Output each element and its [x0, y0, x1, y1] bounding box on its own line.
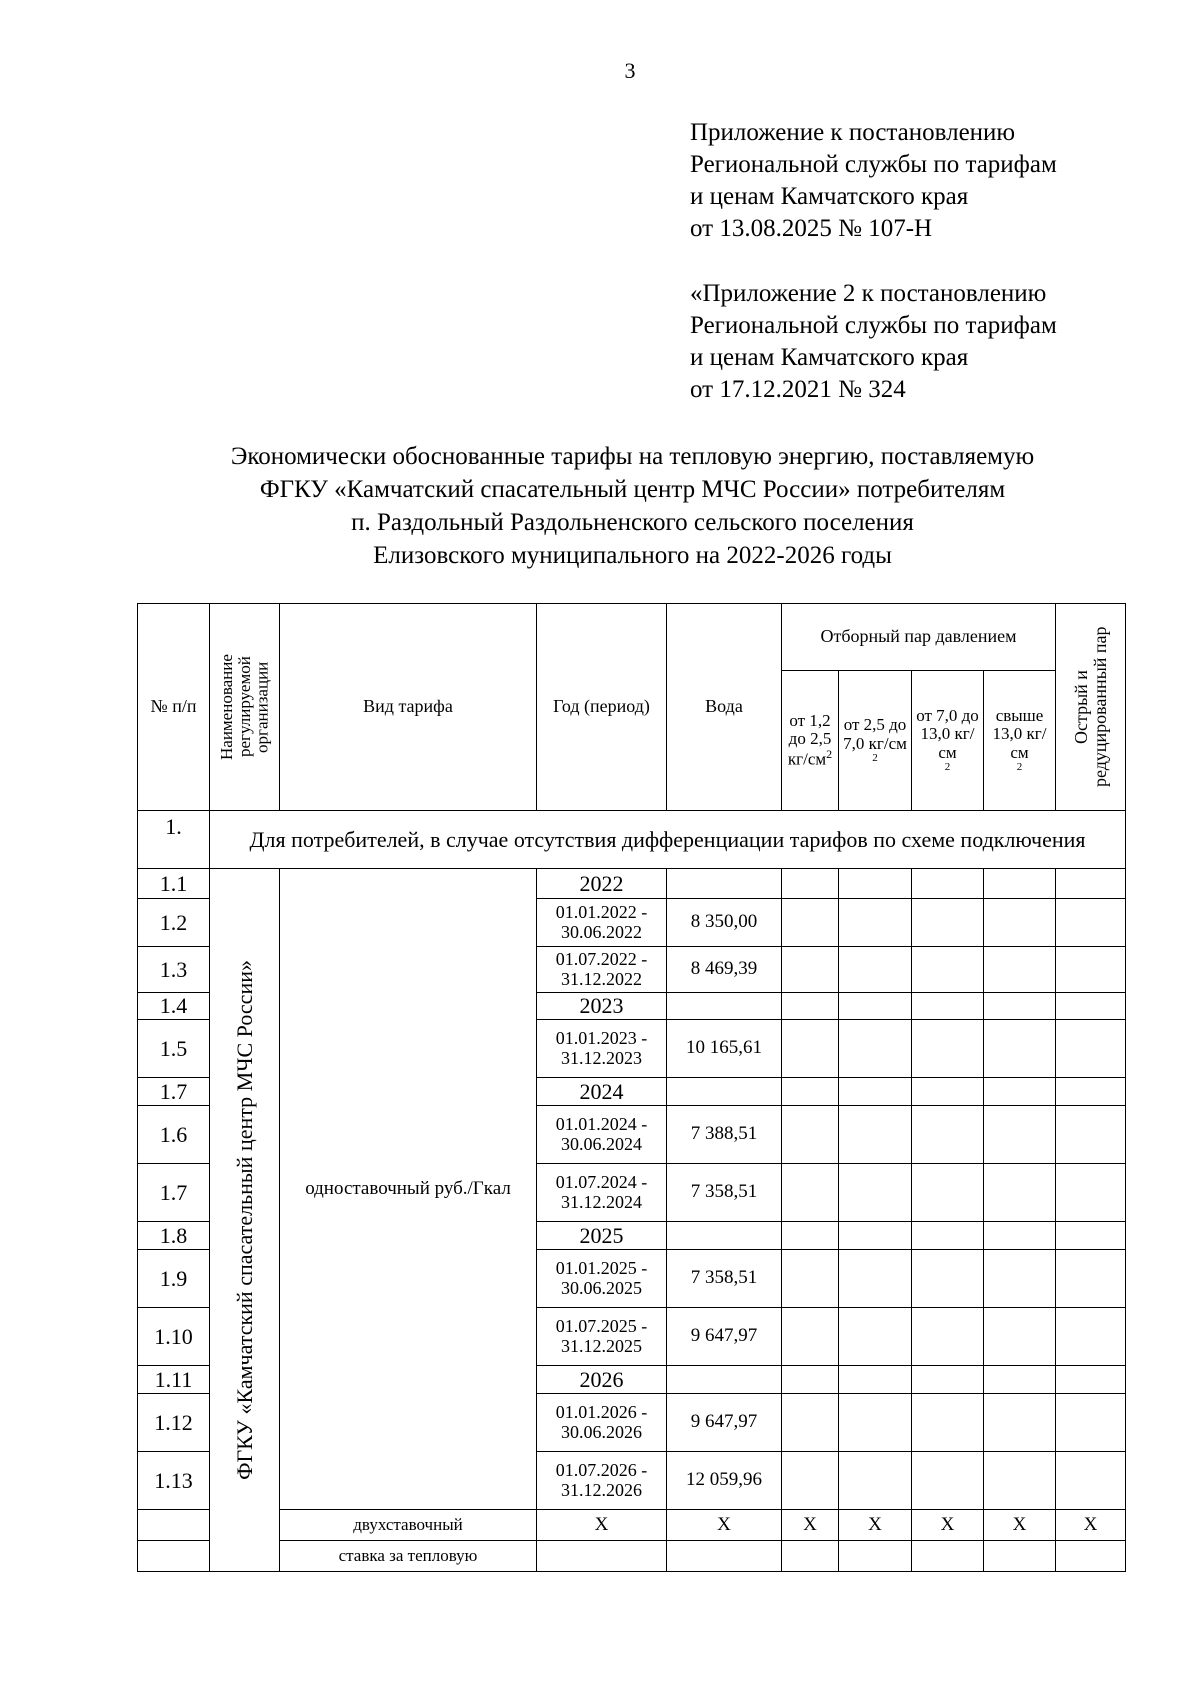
row-water: 7 388,51 [667, 1106, 782, 1164]
title-line: Экономически обоснованные тарифы на тепловую энергию, поставляемую [230, 443, 1035, 470]
header-year: Год (период) [537, 604, 667, 811]
heat-rate-row [138, 1541, 1126, 1572]
row-num: 1.7 [138, 1078, 210, 1106]
header-pressure-2 [839, 671, 912, 811]
document-title [130, 440, 1135, 572]
org-name-text: ФГКУ «Камчатский спасательный центр МЧС России» [231, 960, 257, 1480]
row-period: 01.01.2024 - 30.06.2024 [537, 1106, 667, 1164]
row-period: 2023 [537, 993, 667, 1020]
pressure-2-sub: 2 [872, 751, 878, 764]
row-period: 2026 [537, 1366, 667, 1394]
row-period: 01.07.2022 - 31.12.2022 [537, 947, 667, 993]
row-period: 01.01.2026 - 30.06.2026 [537, 1394, 667, 1452]
pressure-1-label: от 1,2 до 2,5 кг/см [787, 710, 832, 769]
x-mark: X [667, 1510, 782, 1541]
row-water: 10 165,61 [667, 1020, 782, 1078]
header-org [210, 604, 280, 811]
row-num: 1.9 [138, 1250, 210, 1308]
two-rate-label: двухставочный [280, 1510, 537, 1541]
x-mark: X [984, 1510, 1056, 1541]
row-water [667, 1078, 782, 1106]
page-number: 3 [624, 58, 636, 83]
approval-line: и ценам Камчатского края [690, 344, 969, 371]
row-num: 1.12 [138, 1394, 210, 1452]
pressure-4-sub: 2 [1016, 761, 1023, 774]
row-period: 01.01.2023 - 31.12.2023 [537, 1020, 667, 1078]
row-water [667, 993, 782, 1020]
header-org-text: Наименование регулируемой организации [216, 654, 272, 760]
heat-rate-label: ставка за тепловую [280, 1541, 537, 1572]
section-number: 1. [138, 811, 210, 869]
pressure-2-label: от 2,5 до 7,0 кг/см [843, 715, 907, 753]
approval-line: Приложение к постановлению [690, 119, 1016, 146]
approval-block-original [690, 278, 1057, 406]
row-water: 7 358,51 [667, 1164, 782, 1222]
row-num: 1.6 [138, 1106, 210, 1164]
title-line: Елизовского муниципального на 2022-2026 годы [373, 542, 892, 569]
header-pressure-4 [984, 671, 1056, 811]
row-water: 7 358,51 [667, 1250, 782, 1308]
row-period: 2022 [537, 869, 667, 899]
row-water: 8 469,39 [667, 947, 782, 993]
x-mark: X [1056, 1510, 1126, 1541]
pressure-3-sub: 2 [944, 761, 951, 774]
row-num: 1.13 [138, 1452, 210, 1510]
row-period: 2024 [537, 1078, 667, 1106]
row-num: 1.3 [138, 947, 210, 993]
pressure-3-label: от 7,0 до 13,0 кг/см [916, 706, 979, 762]
x-mark: X [782, 1510, 839, 1541]
row-num: 1.10 [138, 1308, 210, 1366]
row-num: 1.4 [138, 993, 210, 1020]
row-num: 1.5 [138, 1020, 210, 1078]
header-sharp-steam-text: Острый и редуцированный пар [1070, 626, 1110, 788]
section-title: Для потребителей, в случае отсутствия дифференциации тарифов по схеме подключения [210, 811, 1126, 869]
title-line: ФГКУ «Камчатский спасательный центр МЧС России» потребителям [259, 476, 1006, 503]
header-tariff-type: Вид тарифа [280, 604, 537, 811]
tariff-table [137, 603, 1126, 1572]
row-period: 01.07.2026 - 31.12.2026 [537, 1452, 667, 1510]
row-water: 12 059,96 [667, 1452, 782, 1510]
approval-line: Региональной службы по тарифам [690, 151, 1057, 178]
approval-line: от 17.12.2021 № 324 [690, 376, 906, 403]
row-num: 1.8 [138, 1222, 210, 1250]
row-period: 01.07.2025 - 31.12.2025 [537, 1308, 667, 1366]
header-sharp-steam [1056, 604, 1126, 811]
row-water: 9 647,97 [667, 1394, 782, 1452]
table-row [138, 869, 1126, 899]
approval-line: и ценам Камчатского края [690, 183, 969, 210]
approval-block-current [690, 117, 1057, 245]
row-num: 1.11 [138, 1366, 210, 1394]
tariff-one-rate: одноставочный руб./Гкал [280, 869, 537, 1510]
approval-line: Региональной службы по тарифам [690, 312, 1057, 339]
pressure-4-label: свыше 13,0 кг/см [992, 706, 1047, 762]
x-mark: X [537, 1510, 667, 1541]
row-num: 1.2 [138, 899, 210, 947]
row-period: 2025 [537, 1222, 667, 1250]
x-mark: X [912, 1510, 984, 1541]
header-num: № п/п [138, 604, 210, 811]
header-pressure-1 [782, 671, 839, 811]
org-name-cell [210, 869, 280, 1572]
row-water [667, 869, 782, 899]
row-num: 1.1 [138, 869, 210, 899]
row-water [667, 1366, 782, 1394]
row-period: 01.07.2024 - 31.12.2024 [537, 1164, 667, 1222]
two-rate-row [138, 1510, 1126, 1541]
approval-line: от 13.08.2025 № 107-Н [690, 215, 933, 242]
row-water: 8 350,00 [667, 899, 782, 947]
x-mark: X [839, 1510, 912, 1541]
row-period: 01.01.2025 - 30.06.2025 [537, 1250, 667, 1308]
row-num: 1.7 [138, 1164, 210, 1222]
header-pressure-3 [912, 671, 984, 811]
row-water [667, 1222, 782, 1250]
header-steam-group: Отборный пар давлением [782, 604, 1056, 671]
pressure-1-sup: 2 [826, 747, 833, 762]
approval-line: «Приложение 2 к постановлению [690, 280, 1047, 307]
title-line: п. Раздольный Раздольненского сельского поселения [351, 509, 914, 536]
row-water: 9 647,97 [667, 1308, 782, 1366]
row-period: 01.01.2022 - 30.06.2022 [537, 899, 667, 947]
header-water: Вода [667, 604, 782, 811]
